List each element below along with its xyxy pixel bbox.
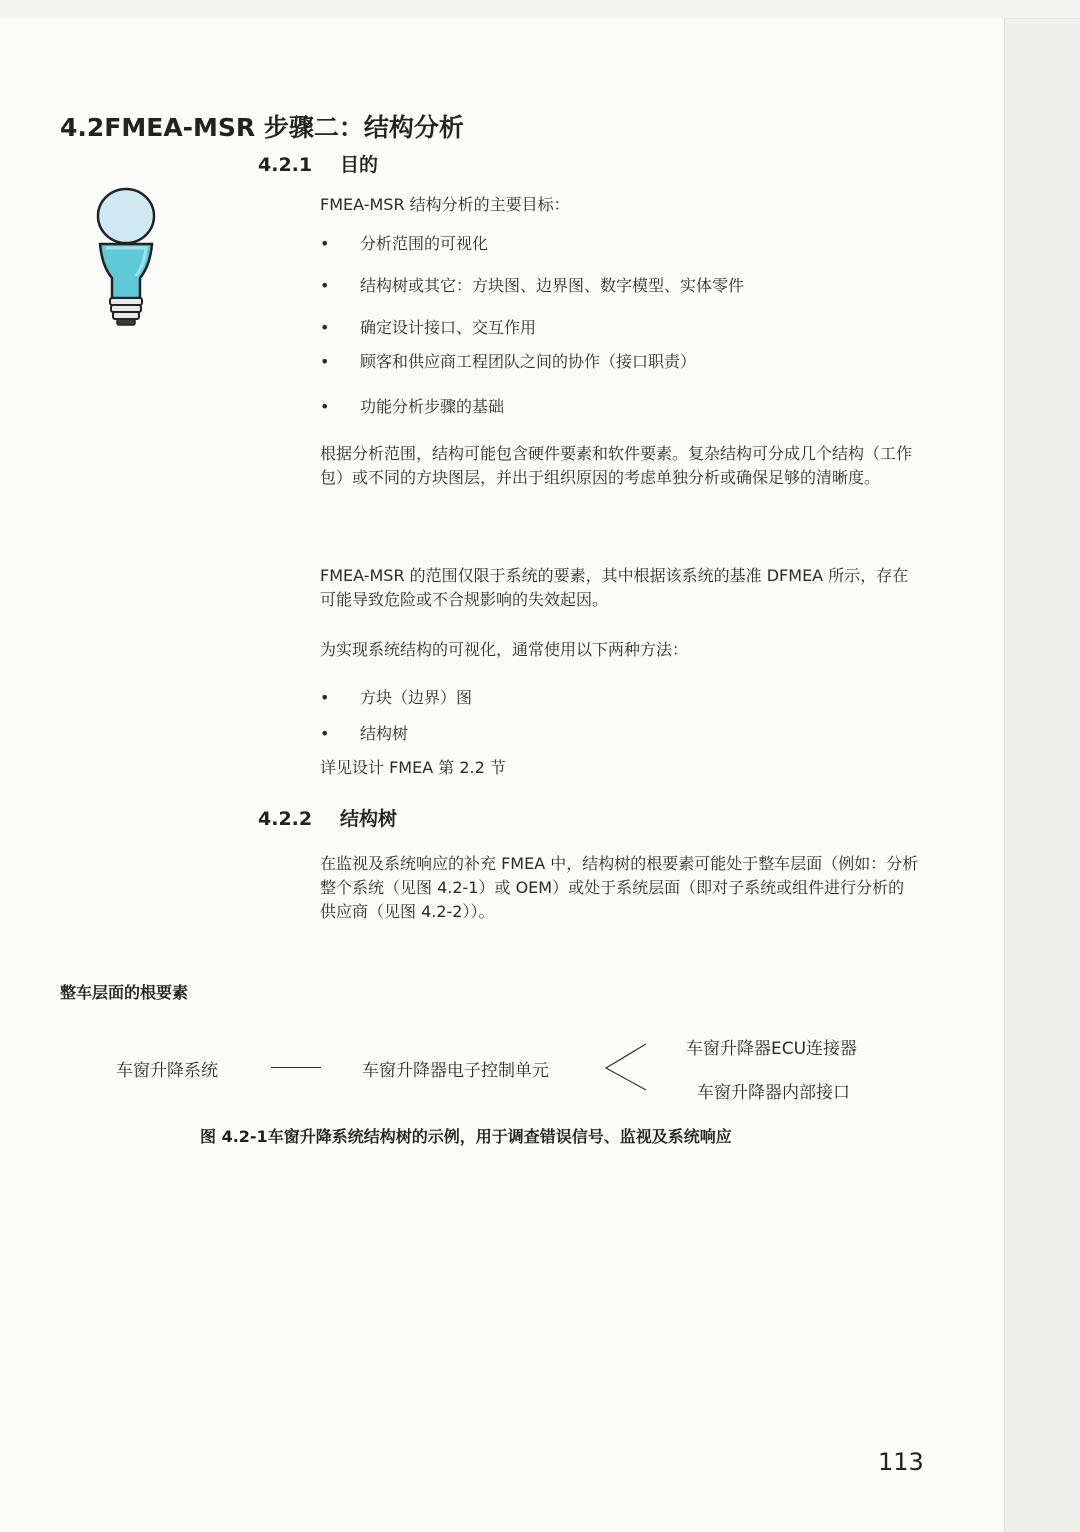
- list-item: • 顾客和供应商工程团队之间的协作（接口职责）: [320, 350, 696, 374]
- list-item: • 功能分析步骤的基础: [320, 395, 504, 419]
- list-item: • 结构树: [320, 722, 408, 746]
- tree-branch-connector: [604, 1042, 648, 1092]
- subsection-heading-purpose: [258, 150, 378, 177]
- subsection-title: 结构树: [340, 808, 398, 830]
- methods-intro: 为实现系统结构的可视化，通常使用以下两种方法：: [320, 640, 689, 659]
- intro-text: FMEA-MSR 结构分析的主要目标：: [320, 195, 570, 214]
- subsection-title: 目的: [340, 154, 379, 176]
- subsection-heading-structure-tree: [258, 804, 397, 831]
- figure-heading: 整车层面的根要素: [60, 983, 189, 1002]
- page-number: 113: [878, 1448, 924, 1476]
- tree-node-ecu-connector: 车窗升降器ECU连接器: [686, 1039, 858, 1059]
- scan-top-strip: [0, 0, 1080, 19]
- tree-node-root: 车窗升降系统: [116, 1061, 218, 1081]
- list-item: • 确定设计接口、交互作用: [320, 316, 536, 340]
- scope-paragraph: 根据分析范围，结构可能包含硬件要素和软件要素。复杂结构可分成几个结构（工作包）或不同的方块图层，并出于组织原因的考虑单独分析或确保足够的清晰度。: [320, 444, 913, 487]
- see-also-text: 详见设计 FMEA 第 2.2 节: [320, 758, 506, 777]
- list-item: • 方块（边界）图: [320, 686, 472, 710]
- structure-tree-paragraph: 在监视及系统响应的补充 FMEA 中，结构树的根要素可能处于整车层面（例如：分析整个系统（见图 4.2-1）或 OEM）或处于系统层面（即对子系统或组件进行分析的供应商（见图 4.2-2））。: [320, 854, 919, 921]
- section-title: 4.2FMEA-MSR 步骤二：结构分析: [60, 113, 464, 142]
- tree-node-internal-interface: 车窗升降器内部接口: [697, 1083, 850, 1103]
- tree-node-ecu: 车窗升降器电子控制单元: [362, 1061, 549, 1081]
- msr-scope-paragraph: FMEA-MSR 的范围仅限于系统的要素，其中根据该系统的基准 DFMEA 所示，存在可能导致危险或不合规影响的失效起因。: [320, 566, 909, 609]
- subsection-number: 4.2.2: [258, 808, 313, 830]
- list-item: • 结构树或其它：方块图、边界图、数字模型、实体零件: [320, 274, 744, 298]
- list-item: • 分析范围的可视化: [320, 232, 488, 256]
- light-bulb-icon: [92, 186, 162, 336]
- subsection-number: 4.2.1: [258, 154, 313, 176]
- figure-caption: 图 4.2-1车窗升降系统结构树的示例，用于调查错误信号、监视及系统响应: [200, 1127, 732, 1146]
- tree-connector: [271, 1067, 321, 1068]
